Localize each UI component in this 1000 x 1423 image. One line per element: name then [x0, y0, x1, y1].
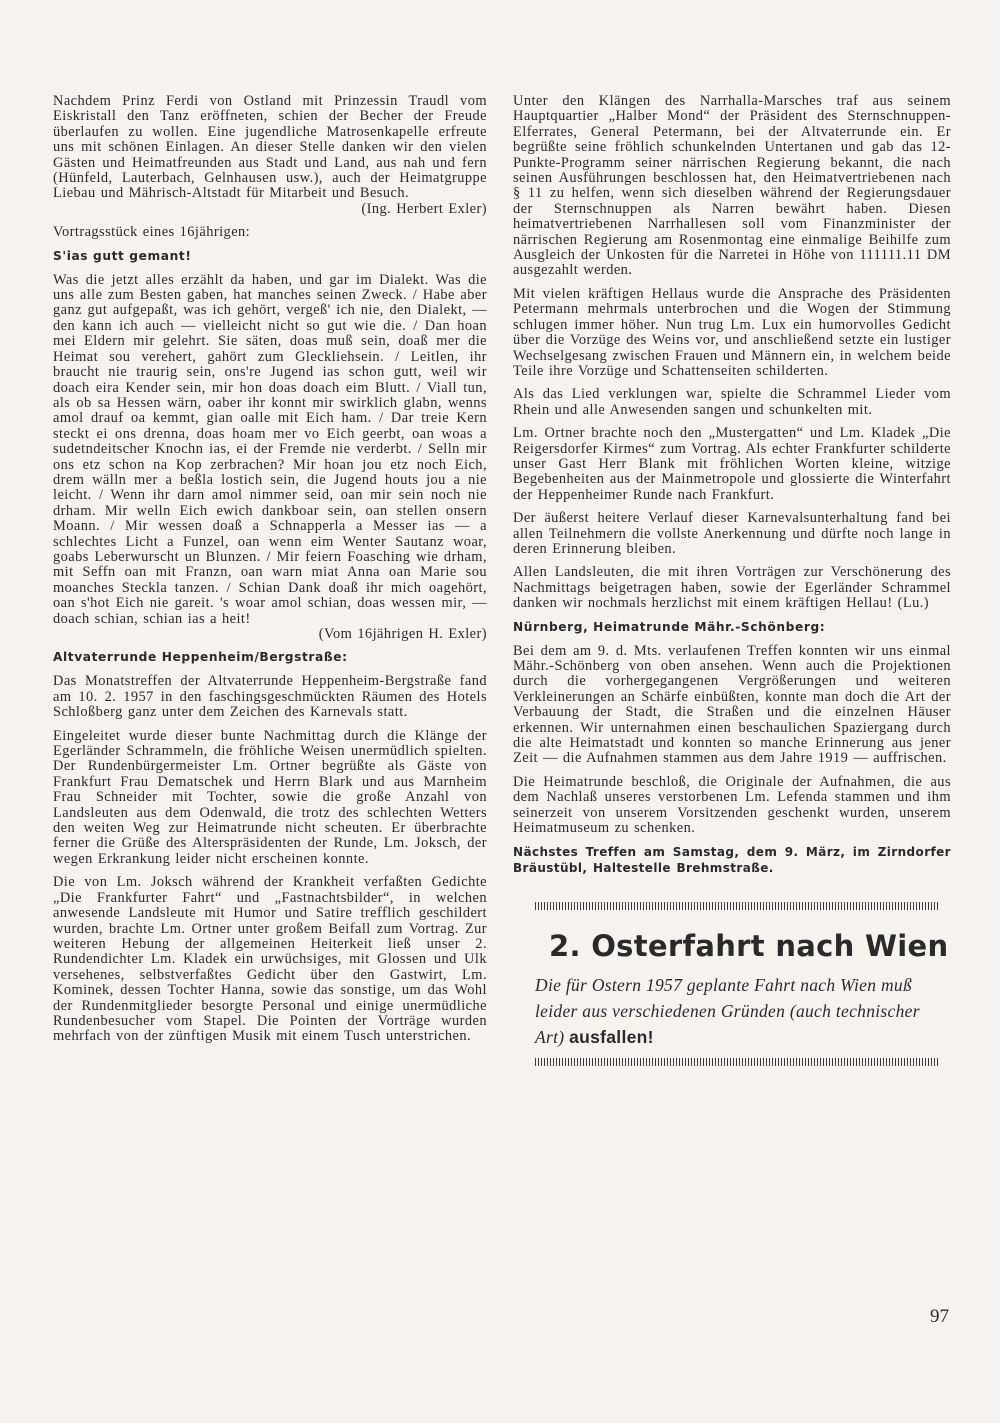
paragraph: Der äußerst heitere Verlauf dieser Karnevalsunterhaltung fand bei allen Teilnehmern die vollste Anerkennung und dürfte noch lange in deren Erinnerung bleiben. [513, 510, 951, 557]
paragraph: Bei dem am 9. d. Mts. verlaufenen Treffen konnten wir uns einmal Mähr.-Schönberg von oben ansehen. Wenn auch die Projektionen durch die vorhergegangenen Vergrößerungen und weiteren Verkleinerungen an Schärfe einbüßten, konnte man doch die Art der Verbauung der Stadt, die Straßen und die einzelnen Häuser erkennen. Wir unternahmen einen beschaulichen Spaziergang durch die alte Heimatstadt und konnten so manche Erinnerung aus jener Zeit — die Aufnahmen stammen aus dem Jahre 1919 — auffrischen. [513, 642, 951, 767]
next-meeting-notice: Nächstes Treffen am Samstag, dem 9. März, im Zirndorfer Bräustübl, Haltestelle Brehmstraße. [513, 845, 951, 876]
poem-title: S'ias gutt gemant! [53, 248, 192, 263]
paragraph: Lm. Ortner brachte noch den „Mustergatten“ und Lm. Kladek „Die Reigersdorfer Kirmes“ zum Vortrag. Als echter Frankfurter schilderte unser Gast Herr Blank mit fröhlichen Worten kleine, witzige Begebenheiten aus der Mainmetropole und glossierte die Winterfahrt der Heppenheimer Runde nach Frankfurt. [513, 425, 951, 503]
paragraph: Eingeleitet wurde dieser bunte Nachmittag durch die Klänge der Egerländer Schrammeln, die fröhliche Weisen unermüdlich spielten. Der Rundenbürgermeister Lm. Ortner begrüßte als Gäste von Frankfurt Frau Dematschek und Herrn Blark und aus Marnheim Frau Schneider mit Tochter, sowie die große Anzahl von Landsleuten aus dem Odenwald, die trotz des schlechten Wetters den weiten Weg zur Heimatrunde nicht scheuten. Er überbrachte ferner die Grüße des Alterspräsidenten der Runde, Lm. Joksch, der wegen Erkrankung leider nicht erscheinen konnte. [53, 727, 487, 867]
announcement-emphasis: ausfallen! [569, 1027, 654, 1048]
announcement-title: 2. Osterfahrt nach Wien [549, 929, 949, 964]
decorative-rule-bottom [535, 1058, 939, 1066]
paragraph: Nachdem Prinz Ferdi von Ostland mit Prinzessin Traudl vom Eiskristall den Tanz eröffneten, schien der Becher der Freude überlaufen zu wollen. Eine jugendliche Matrosenkapelle erfreute uns mit schönen Einlagen. An dieser Stelle danken wir den vielen Gästen und Heimatfreunden aus Stadt und Land, aus nah und fern (Hünfeld, Lauterbach, Gelnhausen usw.), auch der Heimatgruppe Liebau und Mährisch-Altstadt für Mitarbeit und Besuch. [53, 93, 487, 202]
page-number: 97 [930, 1306, 949, 1327]
announcement-body [535, 972, 945, 1050]
announcement-text: Die für Ostern 1957 geplante Fahrt nach Wien muß leider aus verschiedenen Gründen (auch technischer Art) [535, 975, 920, 1048]
section-heading-nuernberg: Nürnberg, Heimatrunde Mähr.-Schönberg: [513, 619, 826, 634]
right-column [513, 94, 951, 1066]
poem-text: Was die jetzt alles erzählt da haben, und gar im Dialekt. Was die uns alle zum Besten gaben, hat manches seinen Zweck. / Habe aber ganz gut aufgepaßt, was ich gehört, vergeß' ich nie, den Dialekt, — den kann ich auch — vielleicht nicht so gut wie die. / Dan hoan mei Eldern mir gelehrt. Sie säten, doas muß sein, doaß mer die Heimat sou verehert, gahört zum Gleckliehsein. / Leitlen, ihr braucht nie traurig sein, ons're Jugend ias schon gutt, weil wir doach eira Kender sein, mir hon doas doach eim Blutt. / Viall tun, als ob sa Hessen wärn, oaber ihr konnt mir swirklich glabn, wenns amol drauf oa kemmt, gian oalle mit Eich ham. / Dar treie Kern steckt ei ons drenna, doas hoam mer vo Eich geerbt, oan woas a sudetndeitscher Knochn ias, ei der Fremde nie verderbt. / Selln mir ons etz schon na Kop zerbrachen? Mir hoan jou etz noch Eich, drem wälln mer a beßla lostich sein, die Jugend houts jou a nie leicht. / Wenn ihr darn amol nimmer seid, oan mir sein noch nie drham. Mir welln Eich ewich dankboar sein, oan stellen onsern Moann. / Mir wessen doaß a Schnapperla a Messer ias — a schlechtes Licht a Funzel, oan wenn eim Wenter Sautanz woar, goabs Leberwurscht un Blunzen. / Mir feiern Foasching wie drham, mit Seffn oan mit Franzn, oan warn miat Anna oan Marie sou moanches Steckla tanzen. / Schian Dank doaß ihr mich oagehört, oan s'hot Eich nie gareit. 's woar amol schian, doas wessen mir, — doach schian, schian ias a heit! [53, 271, 487, 627]
left-column [53, 94, 487, 1053]
poem-intro: Vortragsstück eines 16jährigen: [53, 224, 251, 241]
paragraph: Als das Lied verklungen war, spielte die Schrammel Lieder vom Rhein und alle Anwesenden sangen und schunkelten mit. [513, 386, 951, 418]
paragraph: Die Heimatrunde beschloß, die Originale der Aufnahmen, die aus dem Nachlaß unseres verstorbenen Lm. Lefenda stammen und ihm seinerzeit von unserem Vorsitzenden geschenkt wurden, unserem Heimatmuseum zu schenken. [513, 773, 951, 837]
paragraph: Allen Landsleuten, die mit ihren Vorträgen zur Verschönerung des Nachmittags beigetragen haben, sowie der Egerländer Schrammel danken wir nochmals herzlichst mit einem kräftigen Hellau! (Lu.) [513, 564, 951, 612]
paragraph: Die von Lm. Joksch während der Krankheit verfaßten Gedichte „Die Frankfurter Fahrt“ und „Fastnachtsbilder“, in welchen anwesende Landsleute mit Humor und Satire trefflich geschildert wurden, brachte Lm. Ortner unter großem Beifall zum Vortrag. Zur weiteren Hebung der allgemeinen Heiterkeit ließ unser 2. Rundendichter Lm. Kladek ein urwüchsiges, mit Glossen und Ulk versehenes, selbstverfaßtes Gedicht über den Gastwirt, Lm. Kominek, dessen Tochter Hanna, sowie das sonstige, um das Wohl der Rundenmitglieder besorgte Personal und einige unermüdliche Rundenbesucher vom Stapel. Die Pointen der Vorträge wurden mehrfach von der zünftigen Musik mit einem Tusch unterstrichen. [53, 874, 487, 1045]
paragraph: Unter den Klängen des Narrhalla-Marsches traf aus seinem Hauptquartier „Halber Mond“ der Präsident des Sternschnuppen-Elferrates, General Petermann, bei der Altvaterrunde ein. Er begrüßte seine fröhlich schunkelnden Untertanen und gab das 12-Punkte-Programm seiner närrischen Regierung bekannt, die nach seinen Ausführungen beschlossen hat, den Heimatvertriebenen nach § 11 zu helfen, wenn sich dieselben während der Regierungsdauer der Sternschnuppen als Narren bewährt haben. Diesen heimatvertriebenen Narrhallesen soll vom Finanzminister der närrischen Regierung am Rosenmontag eine einmalige Beihilfe zum Ausgleich der Unkosten für die Narretei in Höhe von 111111.11 DM ausgezahlt werden. [513, 93, 951, 279]
decorative-rule-top [535, 902, 939, 910]
section-heading-heppenheim: Altvaterrunde Heppenheim/Bergstraße: [53, 650, 348, 665]
paragraph: Mit vielen kräftigen Hellaus wurde die Ansprache des Präsidenten Petermann mehrmals unterbrochen und die Wogen der Stimmung schlugen immer höher. Nun trug Lm. Lux ein humorvolles Gedicht über die Vorzüge des Weins vor, und anschließend setzte ein lustiger Wechselgesang zwischen Frauen und Männern ein, in welchem beide Teile ihre Vorzüge und Schattenseiten schilderten. [513, 285, 951, 379]
paragraph: Das Monatstreffen der Altvaterrunde Heppenheim-Bergstraße fand am 10. 2. 1957 in den faschingsgeschmückten Räumen des Hotels Schloßberg ganz unter dem Zeichen des Karnevals statt. [53, 673, 487, 721]
author-signature: (Ing. Herbert Exler) [361, 200, 487, 217]
poem-signature: (Vom 16jährigen H. Exler) [318, 626, 487, 642]
